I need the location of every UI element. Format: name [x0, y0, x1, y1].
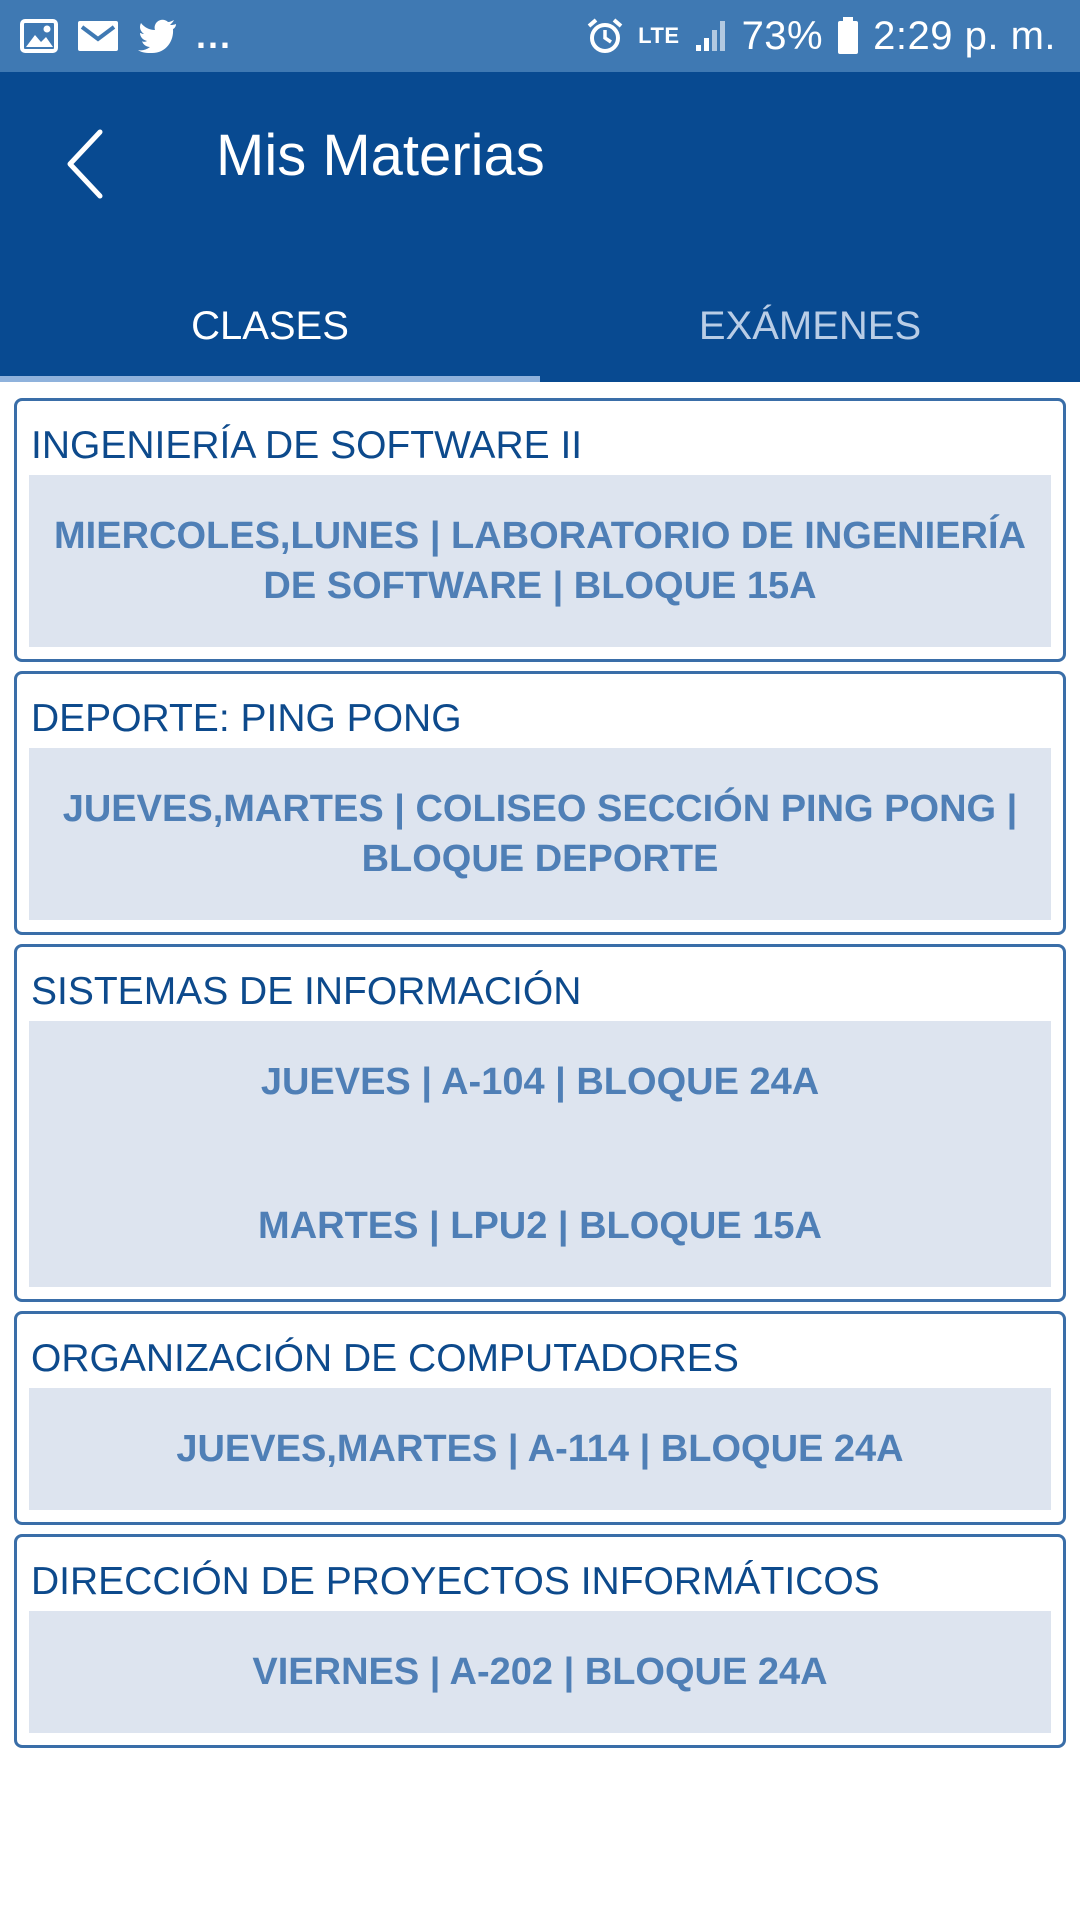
course-list — [14, 398, 1066, 1757]
more-notifications: ... — [196, 15, 233, 56]
status-indicators — [572, 14, 1056, 59]
tab-bar — [0, 270, 1080, 382]
clock: 2:29 p. m. — [873, 13, 1056, 58]
course-name: SISTEMAS DE INFORMACIÓN — [31, 970, 582, 1013]
course-card[interactable] — [14, 671, 1066, 935]
chevron-left-icon — [60, 124, 108, 209]
course-card[interactable] — [14, 1534, 1066, 1748]
course-session: JUEVES | A-104 | BLOQUE 24A — [260, 1061, 820, 1103]
course-name: DIRECCIÓN DE PROYECTOS INFORMÁTICOS — [31, 1560, 880, 1603]
course-name: INGENIERÍA DE SOFTWARE II — [31, 424, 583, 467]
course-session: MARTES | LPU2 | BLOQUE 15A — [258, 1205, 822, 1247]
back-button[interactable] — [44, 118, 124, 214]
course-card[interactable] — [14, 398, 1066, 662]
course-session: JUEVES,MARTES | A-114 | BLOQUE 24A — [176, 1428, 904, 1470]
course-name: DEPORTE: PING PONG — [31, 697, 462, 740]
tab-clases-label: CLASES — [191, 303, 349, 348]
tab-clases[interactable] — [0, 270, 540, 382]
course-schedule — [29, 1021, 1051, 1287]
course-session: VIERNES | A-202 | BLOQUE 24A — [252, 1651, 828, 1693]
tab-examenes-label: EXÁMENES — [698, 303, 922, 348]
signal-icon — [694, 19, 728, 53]
mail-icon — [76, 19, 120, 53]
network-type: LTE — [638, 23, 680, 48]
tab-indicator — [0, 376, 540, 382]
alarm-icon — [586, 17, 624, 55]
battery-icon — [837, 17, 859, 55]
status-bar — [0, 0, 1080, 72]
app-bar — [0, 72, 1080, 382]
battery-percent: 73% — [741, 13, 824, 58]
page-title: Mis Materias — [216, 123, 545, 188]
status-notifications — [20, 15, 250, 57]
course-schedule — [29, 1388, 1051, 1510]
twitter-icon — [138, 19, 178, 53]
tab-examenes[interactable] — [540, 270, 1080, 382]
course-schedule — [29, 1611, 1051, 1733]
course-session: JUEVES,MARTES | COLISEO SECCIÓN PING PONG | BLOQUE DEPORTE — [62, 788, 1018, 880]
course-card[interactable] — [14, 1311, 1066, 1525]
course-schedule — [29, 475, 1051, 647]
course-name: ORGANIZACIÓN DE COMPUTADORES — [31, 1337, 739, 1380]
course-schedule — [29, 748, 1051, 920]
course-card[interactable] — [14, 944, 1066, 1302]
image-notification-icon — [20, 19, 58, 53]
course-session: MIERCOLES,LUNES | LABORATORIO DE INGENIERÍA DE SOFTWARE | BLOQUE 15A — [54, 515, 1026, 607]
